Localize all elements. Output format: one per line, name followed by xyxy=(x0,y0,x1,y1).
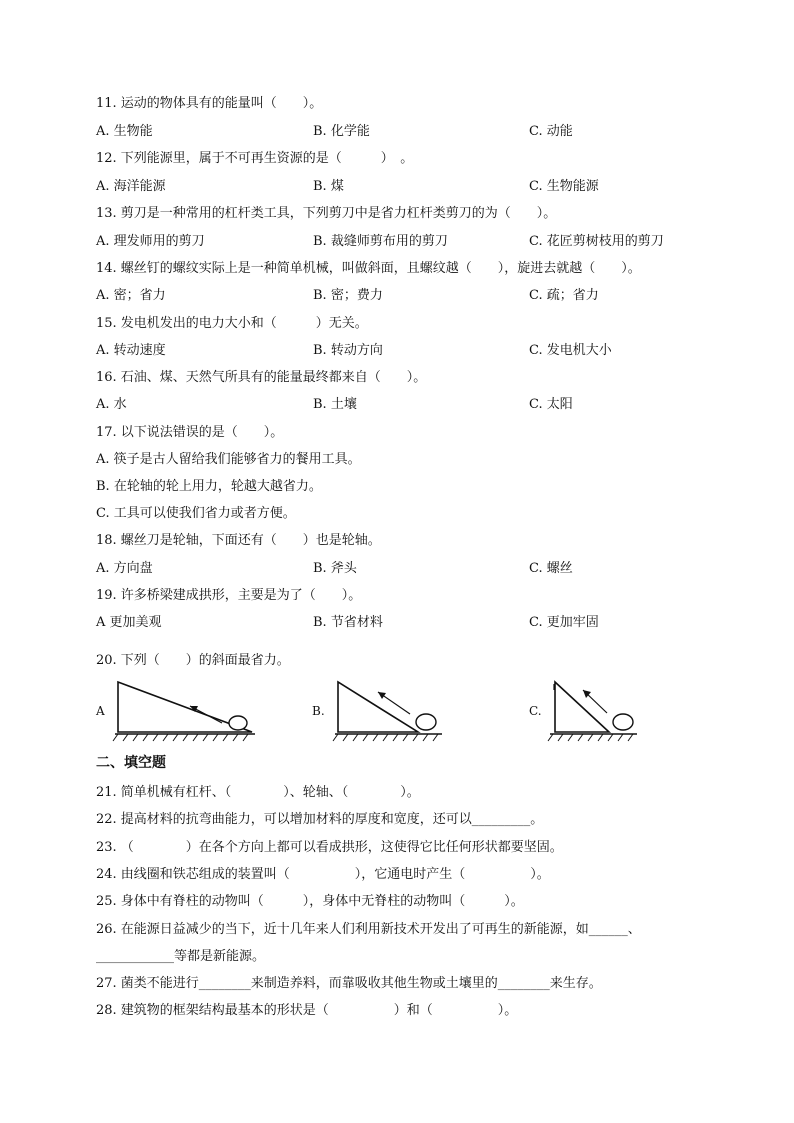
q15-option-c: C. 发电机大小 xyxy=(529,343,612,358)
question-17: 17. 以下说法错误的是（ ）。 xyxy=(96,425,284,440)
question-26-continued: ____________等都是新能源。 xyxy=(96,949,266,964)
question-19: 19. 许多桥梁建成拱形，主要是为了（ ）。 xyxy=(96,588,362,603)
incline-diagram-a xyxy=(110,676,270,746)
q15-option-a: A. 转动速度 xyxy=(96,343,166,358)
incline-b-triangle xyxy=(338,682,418,732)
q12-option-c: C. 生物能源 xyxy=(529,179,599,194)
q18-option-b: B. 斧头 xyxy=(313,561,357,576)
incline-diagram-c xyxy=(545,676,705,746)
q16-option-b: B. 土壤 xyxy=(313,397,357,412)
q16-option-a: A. 水 xyxy=(96,397,127,412)
question-16: 16. 石油、煤、天然气所具有的能量最终都来自（ ）。 xyxy=(96,370,427,385)
q15-option-b: B. 转动方向 xyxy=(313,343,383,358)
question-21: 21. 简单机械有杠杆、（ ）、轮轴、（ ）。 xyxy=(96,785,420,800)
ball-c xyxy=(613,714,633,730)
q13-option-c: C. 花匠剪树枝用的剪刀 xyxy=(529,234,664,249)
q14-option-b: B. 密；费力 xyxy=(313,288,383,303)
q20-label-c: C. xyxy=(529,704,542,718)
arrow-b xyxy=(378,692,386,699)
section-heading-fill-in: 二、填空题 xyxy=(96,755,166,771)
question-27: 27. 菌类不能进行________来制造养料，而靠吸收其他生物或土壤里的________来生存。 xyxy=(96,976,602,991)
q16-option-c: C. 太阳 xyxy=(529,397,573,412)
question-23: 23. （ ）在各个方向上都可以看成拱形，这使得它比任何形状都要坚固。 xyxy=(96,840,563,855)
incline-diagram-b xyxy=(330,676,490,746)
q17-option-c: C. 工具可以使我们省力或者方便。 xyxy=(96,506,296,521)
q18-option-c: C. 螺丝 xyxy=(529,561,573,576)
q19-option-b: B. 节省材料 xyxy=(313,615,383,630)
q17-option-a: A. 筷子是古人留给我们能够省力的餐用工具。 xyxy=(96,452,361,467)
q12-option-a: A. 海洋能源 xyxy=(96,179,166,194)
question-26: 26. 在能源日益减少的当下，近十几年来人们利用新技术开发出了可再生的新能源，如______、 xyxy=(96,922,641,937)
q11-option-b: B. 化学能 xyxy=(313,124,370,139)
q14-option-a: A. 密；省力 xyxy=(96,288,166,303)
question-12: 12. 下列能源里，属于不可再生资源的是（ ） 。 xyxy=(96,151,414,166)
q20-label-b: B. xyxy=(312,704,325,718)
question-24: 24. 由线圈和铁芯组成的装置叫（ ），它通电时产生（ ）。 xyxy=(96,867,550,882)
q11-option-a: A. 生物能 xyxy=(96,124,153,139)
q20-label-a: A xyxy=(96,704,105,718)
question-28: 28. 建筑物的框架结构最基本的形状是（ ）和（ ）。 xyxy=(96,1003,518,1018)
q11-option-c: C. 动能 xyxy=(529,124,573,139)
question-25: 25. 身体中有脊柱的动物叫（ ），身体中无脊柱的动物叫（ ）。 xyxy=(96,894,524,909)
q18-option-a: A. 方向盘 xyxy=(96,561,153,576)
question-13: 13. 剪刀是一种常用的杠杆类工具，下列剪刀中是省力杠杆类剪刀的为（ ）。 xyxy=(96,206,557,221)
question-15: 15. 发电机发出的电力大小和（ ）无关。 xyxy=(96,316,368,331)
q19-option-a: A 更加美观 xyxy=(96,615,162,630)
ball-b xyxy=(416,714,436,730)
q19-option-c: C. 更加牢固 xyxy=(529,615,599,630)
q17-option-b: B. 在轮轴的轮上用力，轮越大越省力。 xyxy=(96,479,322,494)
q14-option-c: C. 疏；省力 xyxy=(529,288,599,303)
q12-option-b: B. 煤 xyxy=(313,179,344,194)
ball-a xyxy=(229,716,247,730)
question-14: 14. 螺丝钉的螺纹实际上是一种简单机械，叫做斜面，且螺纹越（ ），旋进去就越（ ）。 xyxy=(96,261,641,276)
q13-option-a: A. 理发师用的剪刀 xyxy=(96,234,205,249)
question-11: 11. 运动的物体具有的能量叫（ ）。 xyxy=(96,96,323,111)
question-18: 18. 螺丝刀是轮轴，下面还有（ ）也是轮轴。 xyxy=(96,533,381,548)
q13-option-b: B. 裁缝师剪布用的剪刀 xyxy=(313,234,448,249)
question-20: 20. 下列（ ）的斜面最省力。 xyxy=(96,653,290,668)
question-22: 22. 提高材料的抗弯曲能力，可以增加材料的厚度和宽度，还可以_________。 xyxy=(96,812,544,827)
